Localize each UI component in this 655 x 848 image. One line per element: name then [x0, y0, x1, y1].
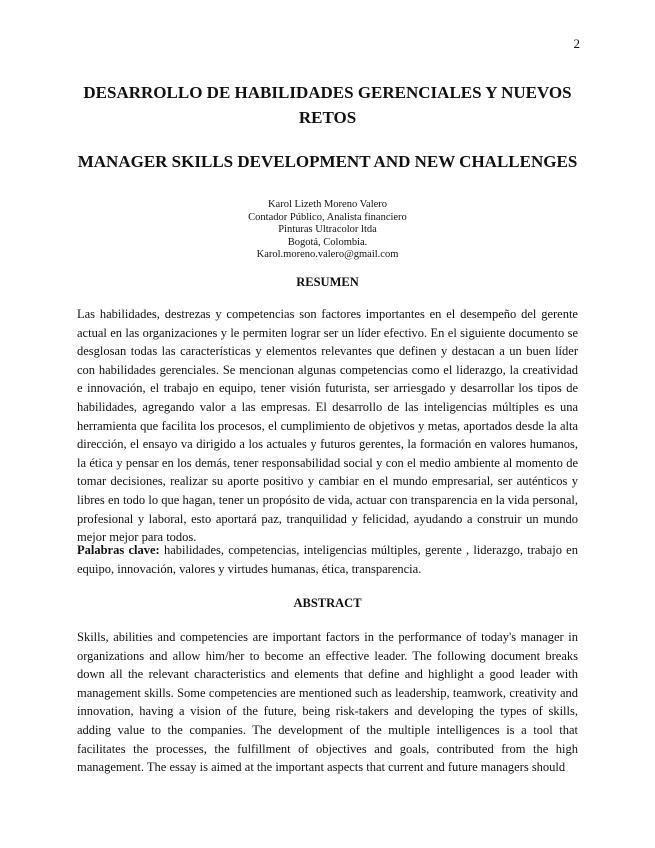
keywords-paragraph	[77, 541, 578, 578]
english-title: MANAGER SKILLS DEVELOPMENT AND NEW CHALLENGES	[77, 152, 578, 171]
author-role: Contador Público, Analista financiero	[248, 211, 407, 223]
author-email: Karol.moreno.valero@gmail.com	[256, 249, 399, 260]
spanish-title-line-1: DESARROLLO DE HABILIDADES GERENCIALES Y NUEVOS	[83, 83, 572, 102]
page-number: 2	[573, 36, 580, 51]
keywords-text: habilidades, competencias, inteligencias múltiples, gerente , liderazgo, trabajo en equipo, innovación, valores y virtudes humanas, ética, transparencia.	[77, 543, 578, 576]
spanish-title-line-2: RETOS	[298, 108, 357, 127]
resumen-body: Las habilidades, destrezas y competencias son factores importantes en el desempeño del gerente actual en las organizaciones y le permiten lograr ser un líder efectivo. En el siguiente documento se desglosan todas las características y elementos relevantes que definen y destacan a un buen líder con habilidades gerenciales. Se mencionan algunas competencias como el liderazgo, la creatividad e innovación, el trabajo en equipo, tener visión futurista, ser arriesgado y desarrollar los tipos de habilidades, agregando valor a las empresas. El desarrollo de las inteligencias múltiples es una herramienta que facilita los procesos, el cumplimiento de objetivos y metas, aportados desde la alta dirección, el ensayo va dirigido a los actuales y futuros gerentes, la formación en valores humanos, la ética y pensar en los demás, tener responsabilidad social y con el medio ambiente al momento de tomar decisiones, realizar su aporte positivo y cambiar en el mundo empresarial, ser auténticos y libres en todo lo que hagan, tener un propósito de vida, actuar con transparencia en la vida personal, profesional y laboral, esto aportará paz, tranquilidad y felicidad, ayudando a construir un mundo mejor mejor para todos.	[77, 307, 578, 545]
abstract-heading: ABSTRACT	[293, 596, 362, 610]
author-location: Bogotá, Colombia.	[287, 236, 368, 248]
author-block	[66, 199, 589, 262]
keywords-label: Palabras clave:	[77, 543, 160, 557]
author-company: Pinturas Ultracolor ltda	[278, 224, 377, 235]
spanish-title	[66, 80, 589, 130]
abstract-body: Skills, abilities and competencies are important factors in the performance of today's manager in organizations and allow him/her to become an effective leader. The following document breaks down all the relevant characteristics and elements that define and highlight a good leader with management skills. Some competencies are mentioned such as leadership, teamwork, creativity and innovation, having a vision of the future, being risk-takers and developing the types of skills, adding value to the companies. The development of the multiple intelligences is a tool that facilitates the processes, the fulfillment of objectives and goals, contributed from the high management. The essay is aimed at the important aspects that current and future managers should	[77, 630, 578, 775]
resumen-heading: RESUMEN	[296, 275, 359, 289]
author-name: Karol Lizeth Moreno Valero	[267, 199, 388, 210]
